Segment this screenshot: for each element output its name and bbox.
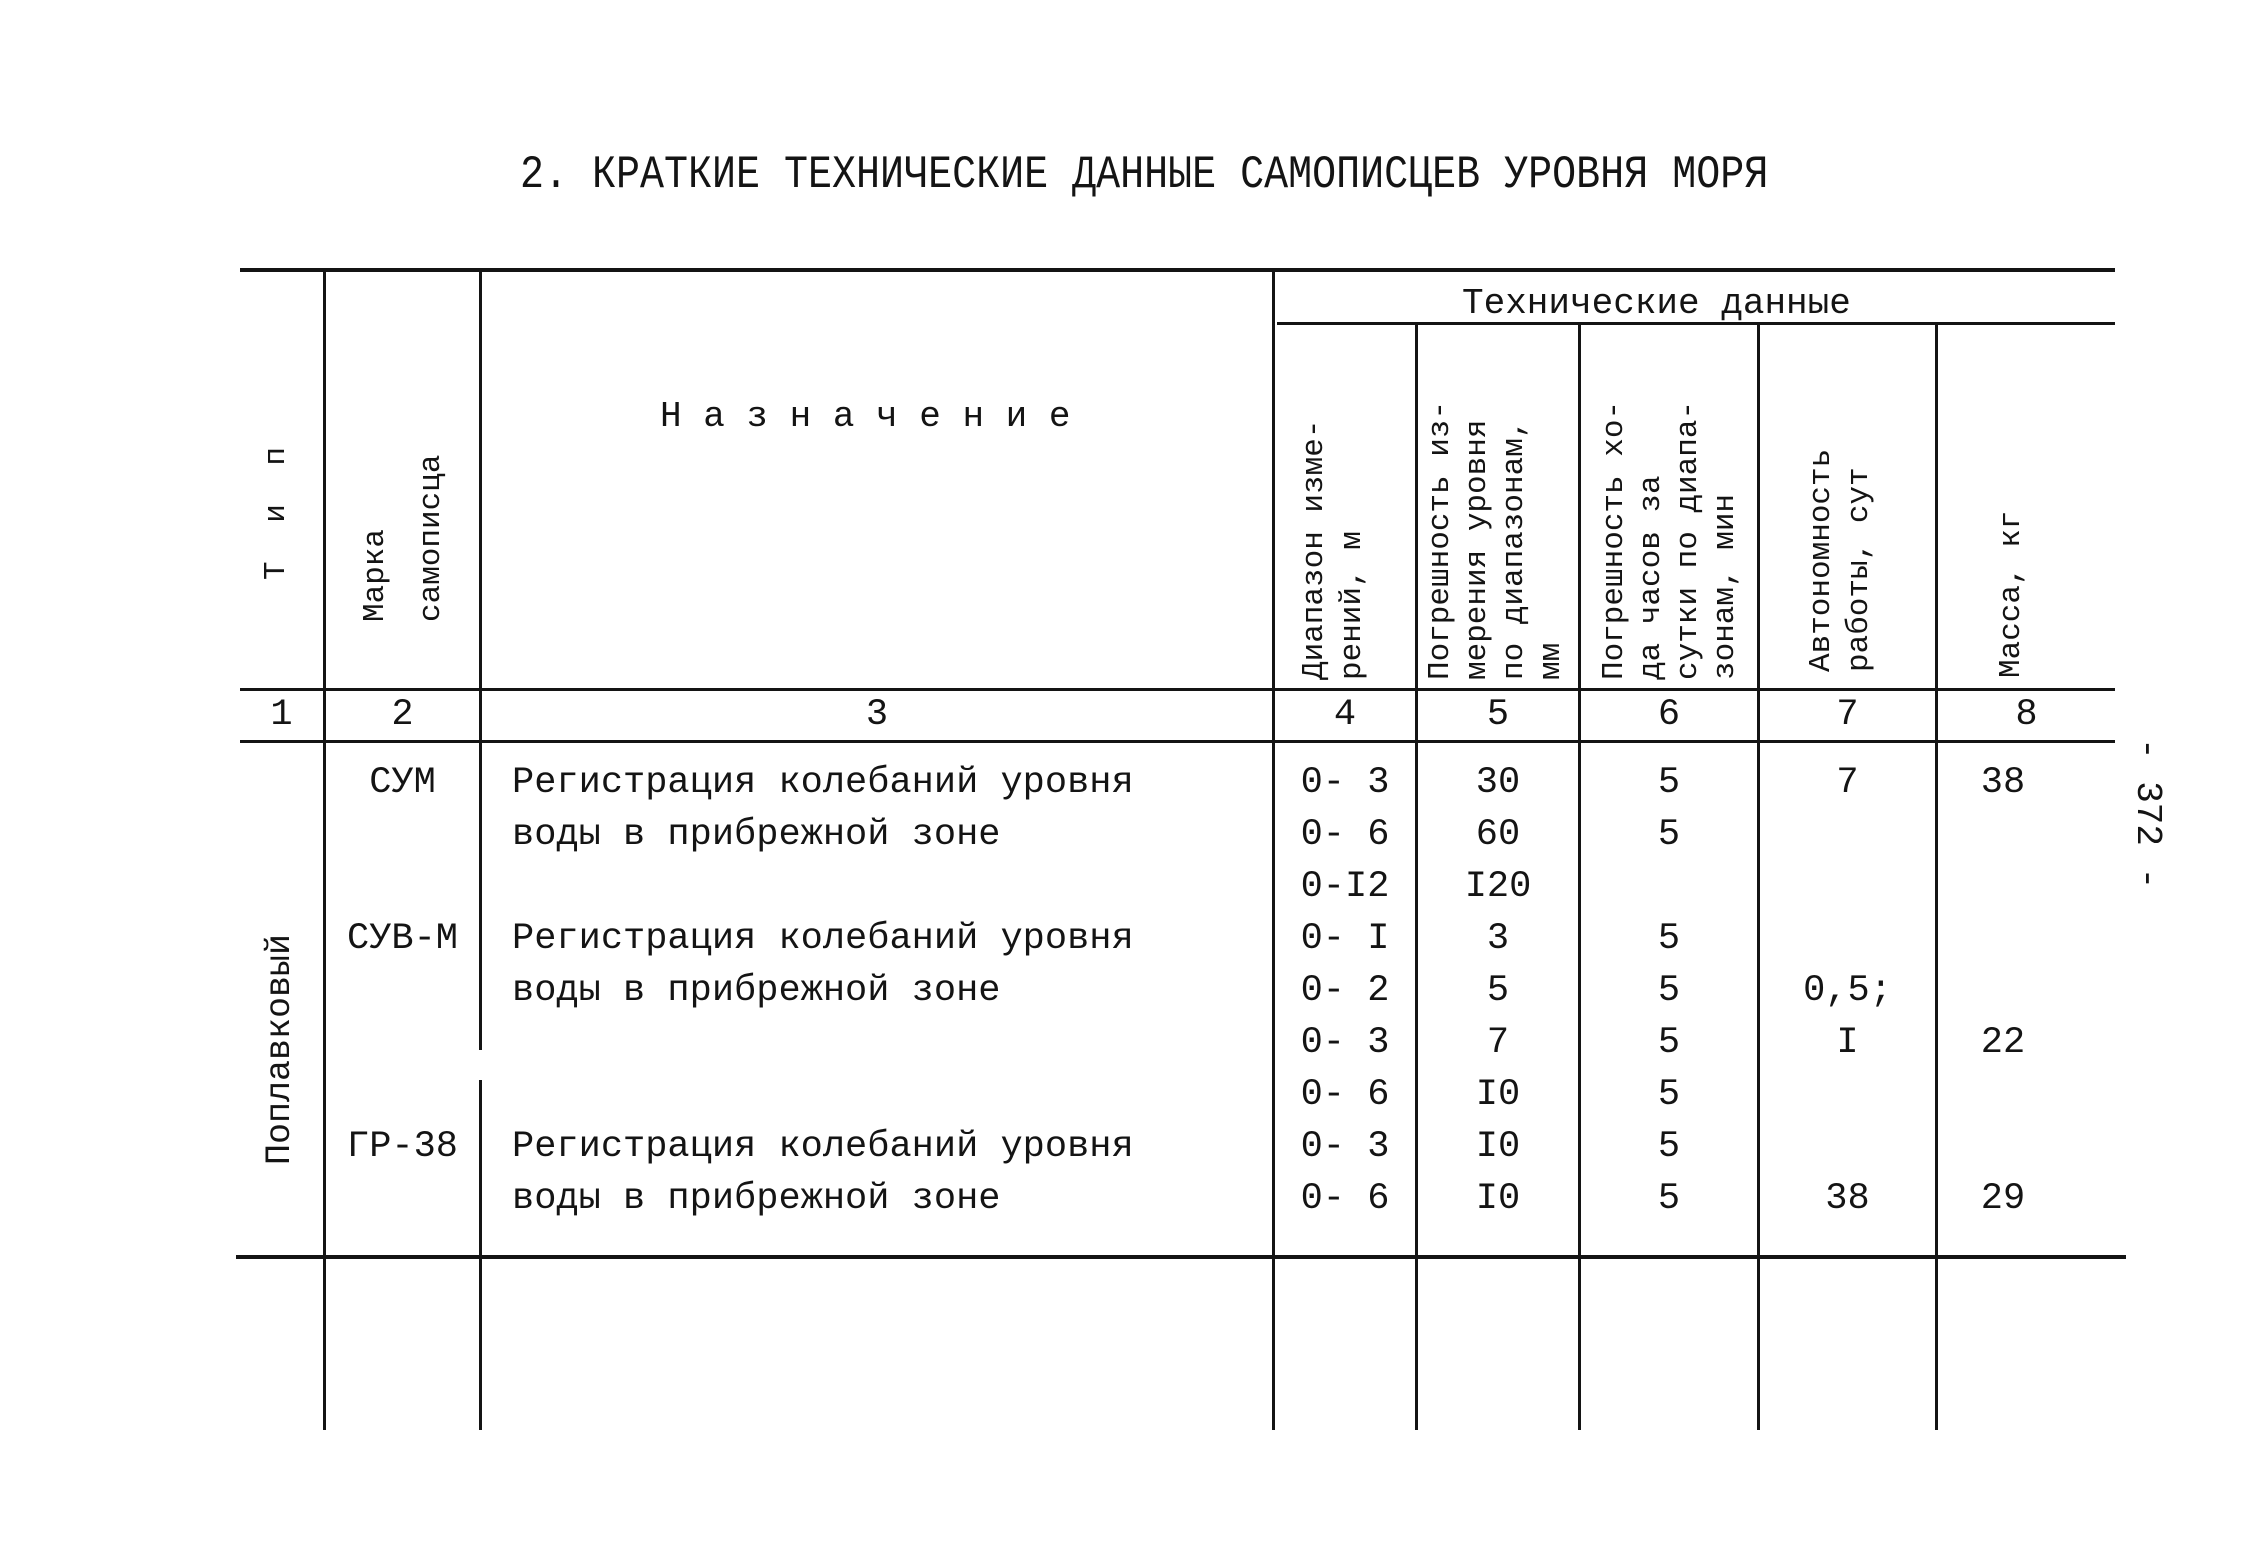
table-cell-autonomy: 0,5; [1803,970,1892,1012]
table-cell-purpose: Регистрация колебаний уровня [512,762,1134,804]
table-cell-error: 7 [1486,1022,1510,1064]
table-cell-error: 30 [1475,762,1521,804]
header-range-line2: рений, м [1335,531,1370,680]
page-title: 2. КРАТКИЕ ТЕХНИЧЕСКИЕ ДАННЫЕ САМОПИСЦЕВ УРОВНЯ МОРЯ [520,150,1769,202]
header-error-line4: мм [1534,642,1569,680]
table-cell-error: I0 [1475,1178,1521,1220]
table-cell-brand: СУВ-М [346,918,459,960]
header-range-line1: Диапазон изме- [1297,419,1332,680]
table-cell-autonomy: 38 [1825,1178,1870,1220]
header-autonomy-line1: Автономность [1804,448,1839,672]
table-cell-purpose: Регистрация колебаний уровня [512,1126,1134,1168]
table-cell-error: 5 [1486,970,1510,1012]
table-cell-range: 0- 3 [1300,1022,1390,1064]
header-error-line2: мерения уровня [1460,419,1495,680]
table-cell-error: I0 [1475,1126,1521,1168]
header-tech-data: Технические данные [1462,283,1851,324]
table-cell-autonomy: 7 [1836,762,1859,804]
table-cell-clock: 5 [1657,970,1681,1012]
table-cell-clock: 5 [1657,1022,1681,1064]
table-cell-error: 60 [1475,814,1521,856]
table-cell-brand: ГР-38 [346,1126,459,1168]
table-cell-range: 0- 3 [1300,762,1390,804]
table-cell-purpose: воды в прибрежной зоне [512,814,1001,856]
table-cell-clock: 5 [1657,918,1681,960]
table-cell-brand: СУМ [369,762,436,804]
column-number-3: 3 [865,694,889,736]
column-number-2: 2 [391,694,414,736]
header-clock-line4: зонам, мин [1708,493,1743,680]
type-value: Поплавковый [260,933,300,1165]
table-cell-mass: 22 [1980,1022,2026,1064]
header-purpose: Н а з н а ч е н и е [660,396,1071,437]
table-cell-range: 0- 6 [1300,1178,1390,1220]
header-error-line3: по диапазонам, [1497,419,1532,680]
table-cell-mass: 29 [1980,1178,2026,1220]
header-brand-line1: Марка [358,528,393,622]
table-cell-clock: 5 [1657,1126,1681,1168]
column-number-8: 8 [2015,694,2038,736]
table-cell-range: 0- 6 [1300,1074,1390,1116]
page-number: - 372 - [2127,738,2168,890]
header-clock-line1: Погрешность хо- [1597,400,1632,680]
header-autonomy-line2: работы, сут [1842,467,1877,672]
table-cell-range: 0-I2 [1300,866,1390,908]
header-type: Т и п [259,436,294,580]
header-mass: Масса, кг [1994,510,2029,678]
header-brand-line2: самописца [414,454,449,622]
table-cell-clock: 5 [1657,762,1681,804]
table-cell-clock: 5 [1657,1074,1681,1116]
header-clock-line2: да часов за [1634,475,1669,680]
table-cell-mass: 38 [1980,762,2026,804]
table-cell-error: I20 [1464,866,1532,908]
table-cell-purpose: воды в прибрежной зоне [512,970,1001,1012]
table-cell-autonomy: I [1836,1022,1859,1064]
column-number-5: 5 [1486,694,1510,736]
table-cell-clock: 5 [1657,1178,1681,1220]
table-cell-range: 0- I [1300,918,1390,960]
table-cell-error: I0 [1475,1074,1521,1116]
table-cell-purpose: Регистрация колебаний уровня [512,918,1134,960]
table-cell-range: 0- 2 [1300,970,1390,1012]
column-number-7: 7 [1836,694,1859,736]
column-number-1: 1 [270,694,293,736]
column-number-6: 6 [1657,694,1681,736]
header-error-line1: Погрешность из- [1423,400,1458,680]
table-cell-range: 0- 6 [1300,814,1390,856]
table-cell-error: 3 [1486,918,1510,960]
table-cell-purpose: воды в прибрежной зоне [512,1178,1001,1220]
header-clock-line3: сутки по диапа- [1671,400,1706,680]
table-cell-range: 0- 3 [1300,1126,1390,1168]
column-number-4: 4 [1333,694,1357,736]
table-cell-clock: 5 [1657,814,1681,856]
